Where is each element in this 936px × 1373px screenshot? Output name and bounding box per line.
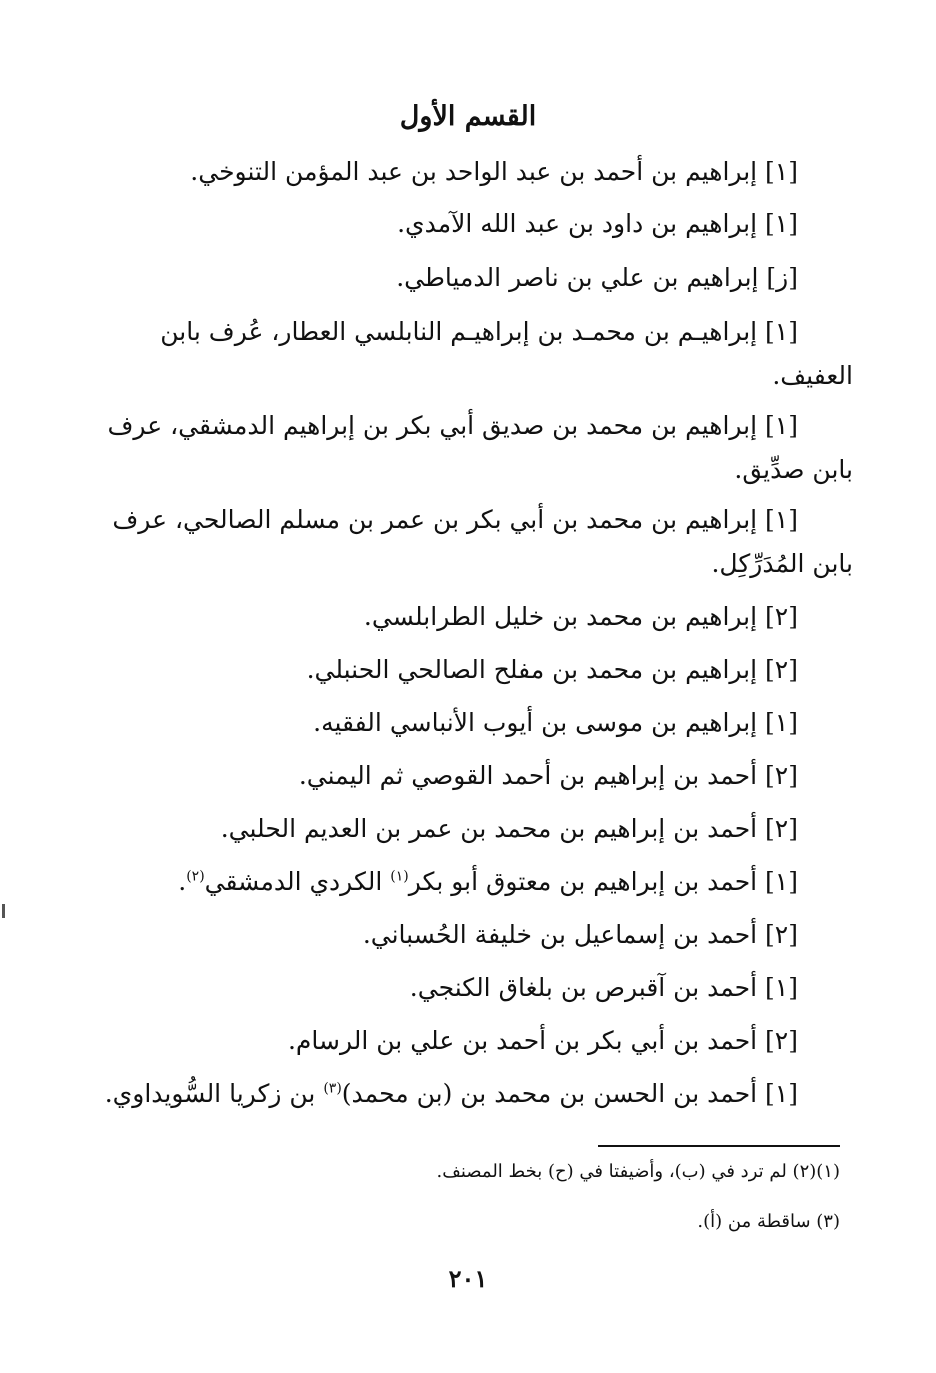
entry-5-line2: بابن صدِّيق.: [734, 455, 853, 484]
entry-5-line1: [١] إبراهيم بن محمد بن صديق أبي بكر بن إبراهيم الدمشقي، عرف: [107, 411, 798, 440]
footnote-2: (٣) ساقطة من (أ).: [697, 1211, 840, 1232]
footnote-1: (١)(٢) لم ترد في (ب)، وأضيفتا في (ح) بخط المصنف.: [436, 1161, 840, 1182]
entry-12: [100, 860, 798, 904]
entry-1: [١] إبراهيم بن أحمد بن عبد الواحد بن عبد المؤمن التنوخي.: [190, 157, 798, 186]
entry-8: [٢] إبراهيم بن محمد بن مفلح الصالحي الحنبلي.: [306, 655, 798, 684]
entry-6-line2: بابن المُدَرِّكِل.: [711, 549, 853, 578]
entry-15: [٢] أحمد بن أبي بكر بن أحمد بن علي بن الرسام.: [287, 1026, 798, 1055]
footnote-separator: [598, 1145, 840, 1147]
entry-9: [١] إبراهيم بن موسى بن أيوب الأنباسي الفقيه.: [313, 708, 798, 737]
entry-5: [100, 404, 853, 492]
entry-12-text-a: [١] أحمد بن إبراهيم بن معتوق أبو بكر: [408, 867, 798, 896]
footnote-ref-2: (٢): [186, 868, 205, 885]
entry-4-line2: العفيف.: [772, 361, 853, 390]
entry-14: [١] أحمد بن آقبرص بن بلغاق الكنجي.: [409, 973, 798, 1002]
entry-10: [٢] أحمد بن إبراهيم بن أحمد القوصي ثم اليمني.: [298, 761, 798, 790]
entry-16-text-b: بن زكريا السُّويداوي.: [104, 1079, 324, 1108]
entry-12-text-b: الكردي الدمشقي: [204, 867, 391, 896]
scan-edge-mark: [2, 904, 5, 918]
entry-6-line1: [١] إبراهيم بن محمد بن أبي بكر بن عمر بن مسلم الصالحي، عرف: [112, 505, 798, 534]
entry-2: [١] إبراهيم بن داود بن عبد الله الآمدي.: [397, 209, 798, 238]
section-title: القسم الأول: [399, 101, 537, 132]
entry-12-text-c: .: [178, 867, 187, 896]
entry-16-text-a: [١] أحمد بن الحسن بن محمد بن (بن محمد): [341, 1079, 798, 1108]
entry-16: [100, 1072, 798, 1116]
page-number: ٢٠١: [448, 1264, 488, 1293]
entry-4: [100, 310, 853, 398]
footnote-ref-1: (١): [390, 868, 409, 885]
entry-4-line1: [١] إبراهيـم بن محمـد بن إبراهيـم النابلسي العطار، عُرف بابن: [160, 317, 798, 346]
entry-13: [٢] أحمد بن إسماعيل بن خليفة الحُسباني.: [362, 920, 798, 949]
entry-3: [ز] إبراهيم بن علي بن ناصر الدمياطي.: [396, 263, 798, 292]
footnote-ref-3: (٣): [323, 1080, 342, 1097]
entry-6: [100, 498, 853, 586]
entry-11: [٢] أحمد بن إبراهيم بن محمد بن عمر بن العديم الحلبي.: [220, 814, 798, 843]
entry-7: [٢] إبراهيم بن محمد بن خليل الطرابلسي.: [363, 602, 798, 631]
